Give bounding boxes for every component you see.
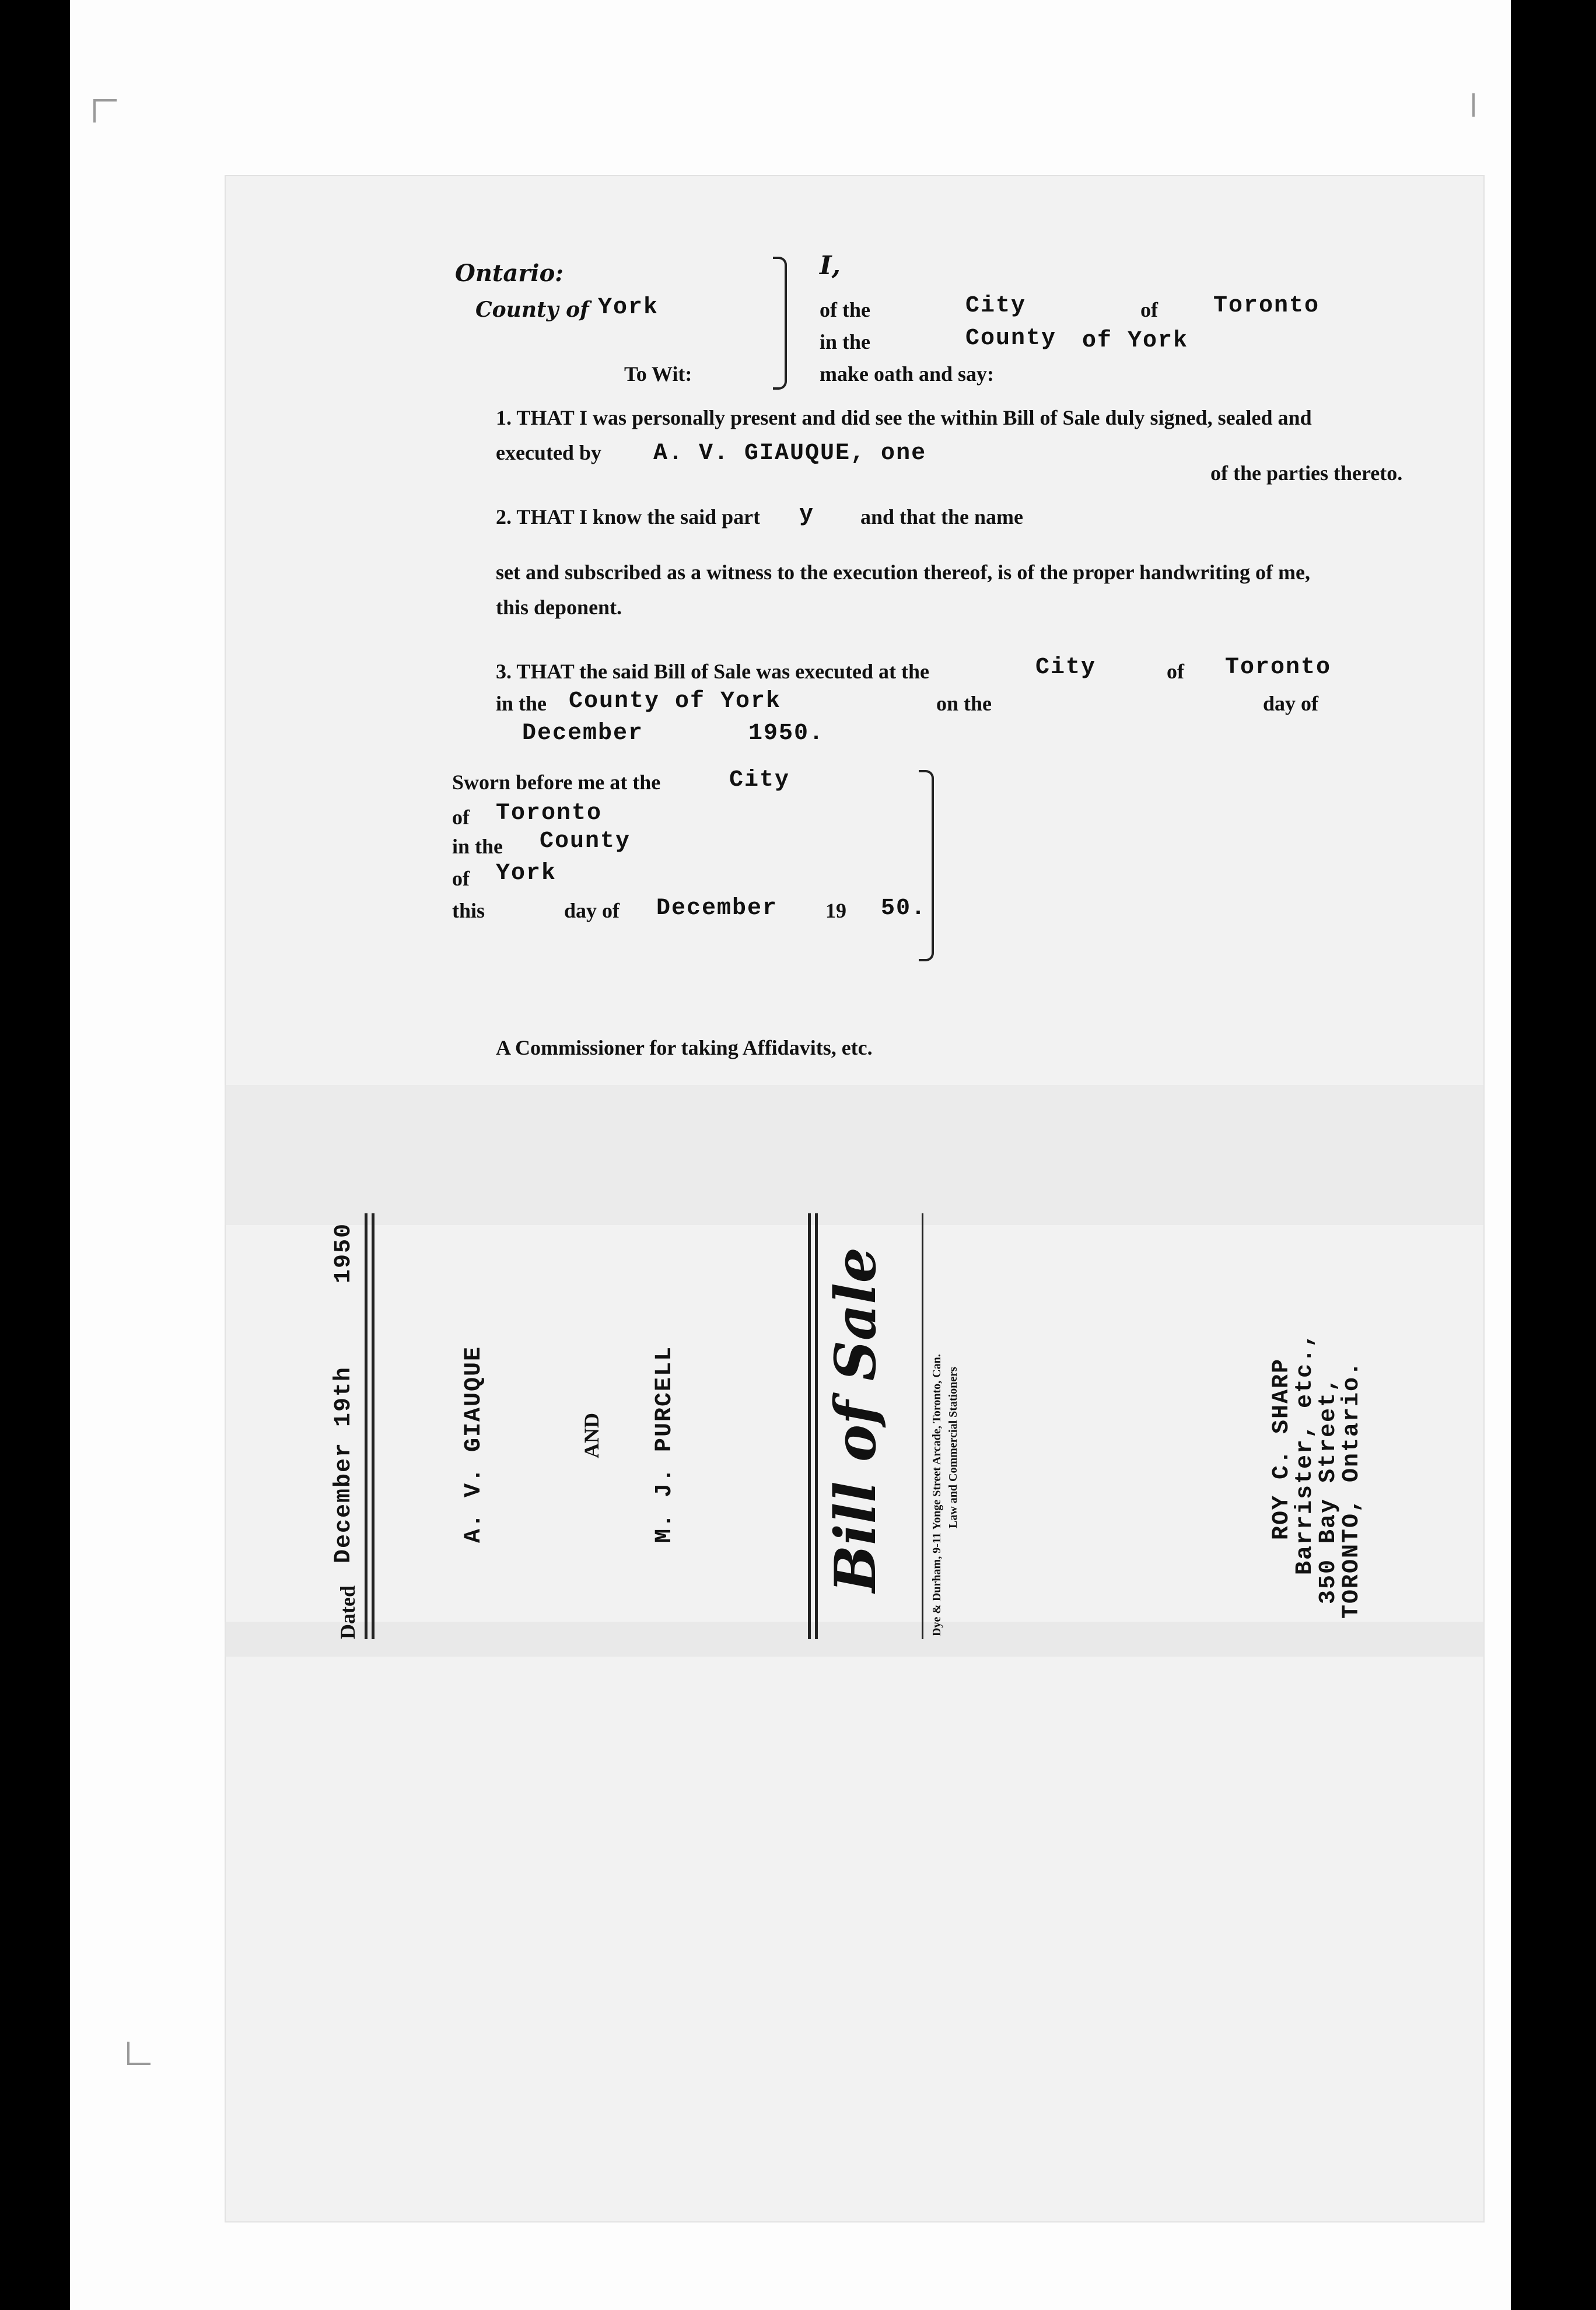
sworn-in-the: in the [452,835,503,858]
sworn-of2: of [452,867,470,890]
sworn-of1: of [452,806,470,829]
backer-stationer1: Dye & Durham, 9-11 Yonge Street Arcade, Toronto, Can. [930,1354,943,1636]
header-of: of [1140,298,1158,321]
para3-text: 3. THAT the said Bill of Sale was executed at the [496,660,930,683]
para2-text: 2. THAT I know the said part [496,505,761,528]
header-city: City [965,293,1027,319]
sworn-toronto: Toronto [496,800,603,827]
backer-party2: M. J. PURCELL [652,1345,678,1543]
para1-name: A. V. GIAUQUE, one [653,440,927,467]
fold-line-lower [225,1622,1485,1657]
sworn-york: York [496,860,557,887]
backer-solicitor3: 350 Bay Street, [1315,1376,1342,1604]
para1-executed-by: executed by [496,441,601,464]
para2-line3: this deponent. [496,596,622,619]
backer-solicitor4: TORONTO, Ontario. [1339,1360,1365,1619]
para3-on-the: on the [936,692,992,715]
header-toronto: Toronto [1213,293,1320,319]
sworn-day-of: day of [564,899,620,922]
corner-mark-top-right [1472,93,1475,117]
make-oath-label: make oath and say: [820,362,995,386]
header-bracket [773,257,787,390]
para3-month: December [522,720,644,747]
backer-dated: Dated [336,1586,359,1639]
backer-solicitor1: ROY C. SHARP [1269,1357,1295,1540]
corner-mark-bottom-left-h [127,2063,150,2065]
sworn-month: December [656,895,778,922]
sworn-city: City [729,767,790,793]
jurat-bracket [919,770,934,961]
para2-rest: and that the name [860,505,1024,528]
backer-and: AND [580,1413,603,1458]
para1-text: 1. THAT I was personally present and did see the within Bill of Sale duly signed, sealed and [496,406,1312,429]
to-wit-label: To Wit: [624,362,692,386]
backer-solicitor2: Barrister, etc., [1292,1332,1318,1575]
para3-year: 1950. [748,720,825,747]
sworn-line1: Sworn before me at the [452,771,661,794]
corner-mark-bottom-left [127,2042,130,2065]
header-county: County [965,326,1057,352]
para3-of: of [1167,660,1184,683]
sworn-century: 19 [825,899,846,922]
affidavit-document [225,175,1485,2222]
sworn-this: this [452,899,485,922]
para3-day-of: day of [1263,692,1319,715]
para2-y: y [799,502,815,528]
corner-mark-top-left [93,99,117,102]
corner-mark-top-left-v [93,99,96,123]
para3-county-york: County of York [569,688,782,715]
sworn-year: 50. [881,895,927,922]
county-name: York [598,295,659,321]
sworn-county: County [540,828,631,855]
para2-line2: set and subscribed as a witness to the execution thereof, is of the proper handwriting of me, [496,561,1310,584]
backer-party1: A. V. GIAUQUE [461,1345,487,1543]
county-of-label: County of [475,298,589,322]
para3-toronto: Toronto [1225,654,1332,681]
backer-stationer2: Law and Commercial Stationers [947,1367,960,1528]
para1-parties: of the parties thereto. [1210,461,1403,485]
backer-rule-mid-a [808,1213,811,1639]
backer-date: December 19th [331,1366,357,1563]
fold-line-upper [225,1085,1485,1225]
backer-year: 1950 [331,1222,357,1283]
backer-rule-left-b [372,1213,374,1639]
in-the-label: in the [820,330,871,354]
para3-in-the: in the [496,692,547,715]
of-the-label: of the [820,298,870,321]
header-of-york: of York [1082,328,1189,354]
ontario-label: Ontario: [455,260,564,287]
backer-rule-left-a [365,1213,368,1639]
para3-city: City [1035,654,1097,681]
commissioner-label: A Commissioner for taking Affidavits, etc. [496,1036,873,1059]
deponent-i: I, [820,251,841,281]
backer-rule-mid-b [815,1213,818,1639]
backer-rule-right [922,1213,923,1639]
backer-title: Bill of Sale [822,1247,888,1592]
